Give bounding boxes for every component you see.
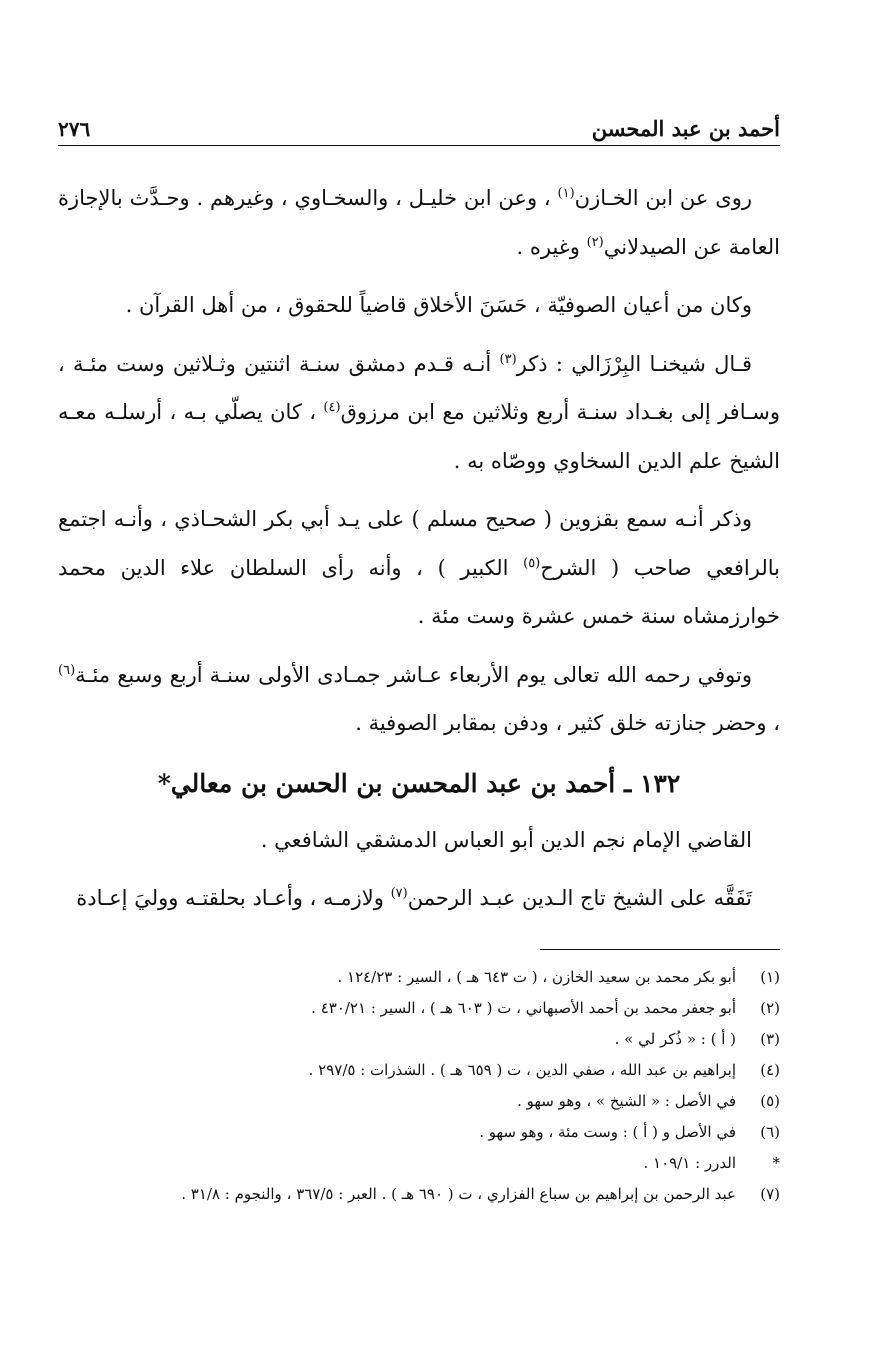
paragraph-text: تَفَقَّه على الشيخ تاج الـدين عبـد الرحمن [407,886,752,910]
paragraph [58,874,780,923]
paragraph-text: قـال شيخنـا البِرْزَالي : ذكر [516,351,752,376]
footnote-text: أبو بكر محمد بن سعيد الخازن ، ( ت ٦٤٣ هـ ) ، السير : ١٢٤/٢٣ . [337,967,736,986]
footnote-number: (٤) [760,1060,780,1079]
paragraph [58,651,780,748]
footnote-item [58,993,780,1024]
running-title: أحمد بن عبد المحسن [591,116,780,141]
paragraph-text: ، وحضر جنازته خلق كثير ، ودفن بمقابر الصوفية . [355,711,780,735]
paragraph [58,495,780,641]
footnote-marker: (٢) [586,234,604,250]
footnote-marker: (٧) [390,886,408,901]
book-page [58,108,780,1210]
page-header [58,108,780,146]
paragraph-text: القاضي الإمام نجم الدين أبو العباس الدمشقي الشافعي . [260,827,752,852]
footnote-marker: (٤) [323,400,341,415]
footnote-marker: (٣) [499,351,517,367]
footnote-separator [540,949,780,950]
footnote-item [58,1055,780,1086]
paragraph-text: الكبير ) ، وأنه رأى السلطان علاء الدين محمد خوارزمشاه سنة خمس عشرة وست مئة . [58,555,780,628]
paragraph-text: ، كان يصلّي بـه ، أرسلـه معـه الشيخ علم الدين السخاوي ووصّاه به . [58,400,780,473]
page-number: ٢٧٦ [58,117,91,141]
footnote-item [58,1086,780,1117]
footnote-text: في الأصل و ( أ ) : وست مئة ، وهو سهو . [479,1122,736,1141]
entry-heading: ١٣٢ ـ أحمد بن عبد المحسن بن الحسن بن معالي* [157,768,681,798]
footnote-number: (٣) [760,1029,780,1048]
paragraph-text: ، وعن ابن خليـل ، والسخـاوي ، وغيرهم . وحـدَّث بالإجازة العامة عن الصيدلاني [58,186,780,259]
footnote-text: أبو جعفر محمد بن أحمد الأصبهاني ، ت ( ٦٠٣ هـ ) ، السير : ٤٣٠/٢١ . [311,998,736,1017]
paragraph-text: روى عن ابن الخـازن [574,186,752,210]
footnote-text: إبراهيم بن عبد الله ، صفي الدين ، ت ( ٦٥٩ هـ ) . الشذرات : ٢٩٧/٥ . [308,1060,736,1079]
paragraph-text: وغيره . [516,234,587,259]
footnote-text: الدرر : ١٠٩/١ . [643,1153,736,1172]
footnote-number: (٧) [760,1184,780,1203]
footnote-text: ( أ ) : « ذُكر لي » . [614,1029,736,1048]
paragraph-text: وتوفي رحمه الله تعالى يوم الأربعاء عـاشر جمـادى الأولى سنـة أربع وسبع مئـة [75,662,752,687]
footnote-item [58,1024,780,1055]
footnote-text: عبد الرحمن بن إبراهيم بن سباع الفزاري ، ت ( ٦٩٠ هـ ) . العبر : ٣٦٧/٥ ، والنجوم : ٣١/٨ . [181,1184,736,1203]
paragraph-text: ولازمـه ، وأعـاد بحلقتـه ووليَ إعـادة [76,886,391,910]
footnote-number: (٦) [760,1122,780,1141]
footnote-marker: (٥) [523,555,541,571]
paragraph [58,174,780,271]
footnote-number: * [772,1153,780,1172]
footnote-item [58,1117,780,1148]
paragraph-text: وذكر أنـه سمع بقزوين ( صحيح مسلم ) على يـد أبي بكر الشحـاذي ، وأنـه اجتمع بالرافعي صاحب ( الشرح [58,507,780,580]
footnote-item [58,962,780,993]
paragraph [58,816,780,865]
footnote-marker: (٦) [58,662,76,678]
footnote-number: (٥) [760,1091,780,1110]
footnote-item [58,1148,780,1179]
footnote-text: في الأصل : « الشيخ » ، وهو سهو . [517,1091,736,1110]
footnote-item [58,1179,780,1210]
paragraph [58,340,780,486]
footnote-number: (١) [760,967,780,986]
footnote-number: (٢) [760,998,780,1017]
footnotes [58,962,780,1210]
paragraph-text: أنـه قـدم دمشق سنـة اثنتين وثـلاثين وست مئـة ، وسـافر إلى بغـداد سنـة أربع وثلاثين مع ابن مرزوق [58,351,780,424]
paragraph-text: وكان من أعيان الصوفيّة ، حَسَنَ الأخلاق قاضياً للحقوق ، من أهل القرآن . [125,293,752,317]
paragraph [58,281,780,330]
footnote-marker: (١) [557,186,575,201]
body-text [58,174,780,923]
